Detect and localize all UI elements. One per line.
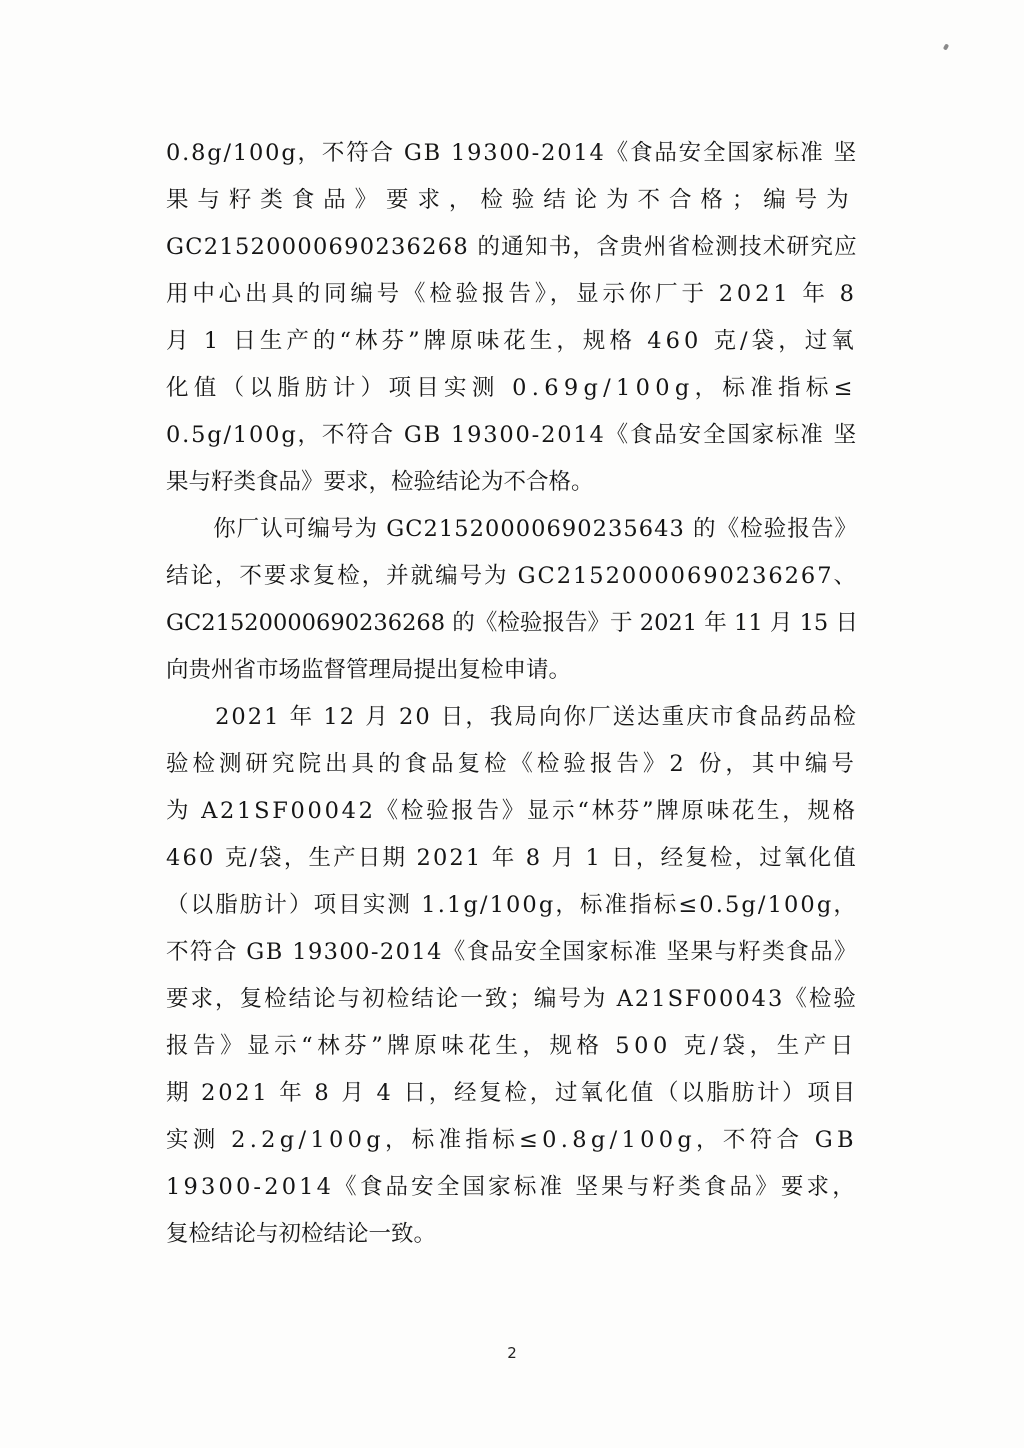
text-line: 0.5g/100g，不符合 GB 19300-2014《食品安全国家标准 坚	[166, 422, 858, 448]
text-line: 0.8g/100g，不符合 GB 19300-2014《食品安全国家标准 坚	[166, 140, 858, 166]
text-line: 19300-2014《食品安全国家标准 坚果与籽类食品》要求，	[166, 1174, 858, 1200]
text-line: 结论，不要求复检，并就编号为 GC21520000690236267、	[166, 563, 858, 589]
text-line: 实测 2.2g/100g，标准指标≤0.8g/100g，不符合 GB	[166, 1127, 858, 1153]
text-line: 期 2021 年 8 月 4 日，经复检，过氧化值（以脂肪计）项目	[166, 1080, 858, 1106]
text-line: 果与籽类食品》要求，检验结论为不合格；编号为	[166, 187, 858, 213]
text-line: 果与籽类食品》要求，检验结论为不合格。	[166, 469, 594, 495]
scan-speck	[943, 43, 949, 50]
text-line: 向贵州省市场监督管理局提出复检申请。	[166, 657, 572, 683]
text-line: GC21520000690236268 的《检验报告》于 2021 年 11 月 15 日	[166, 610, 858, 636]
text-line: 复检结论与初检结论一致。	[166, 1221, 437, 1247]
body-text	[166, 130, 858, 1258]
text-line: 不符合 GB 19300-2014《食品安全国家标准 坚果与籽类食品》	[166, 939, 858, 965]
text-line: （以脂肪计）项目实测 1.1g/100g，标准指标≤0.5g/100g，	[166, 892, 858, 918]
text-line: 月 1 日生产的“林芬”牌原味花生，规格 460 克/袋，过氧	[166, 328, 858, 354]
text-line: 化值（以脂肪计）项目实测 0.69g/100g，标准指标≤	[166, 375, 858, 401]
text-line: 报告》显示“林芬”牌原味花生，规格 500 克/袋，生产日	[166, 1033, 858, 1059]
text-line: 你厂认可编号为 GC21520000690235643 的《检验报告》	[166, 516, 858, 542]
text-line: 验检测研究院出具的食品复检《检验报告》2 份，其中编号	[166, 751, 858, 777]
page-number: 2	[507, 1344, 517, 1362]
text-line: GC21520000690236268 的通知书，含贵州省检测技术研究应	[166, 234, 858, 260]
text-line: 2021 年 12 月 20 日，我局向你厂送达重庆市食品药品检	[166, 704, 858, 730]
text-line: 用中心出具的同编号《检验报告》，显示你厂于 2021 年 8	[166, 281, 858, 307]
text-line: 要求，复检结论与初检结论一致；编号为 A21SF00043《检验	[166, 986, 858, 1012]
text-line: 460 克/袋，生产日期 2021 年 8 月 1 日，经复检，过氧化值	[166, 845, 858, 871]
text-line: 为 A21SF00042《检验报告》显示“林芬”牌原味花生，规格	[166, 798, 858, 824]
